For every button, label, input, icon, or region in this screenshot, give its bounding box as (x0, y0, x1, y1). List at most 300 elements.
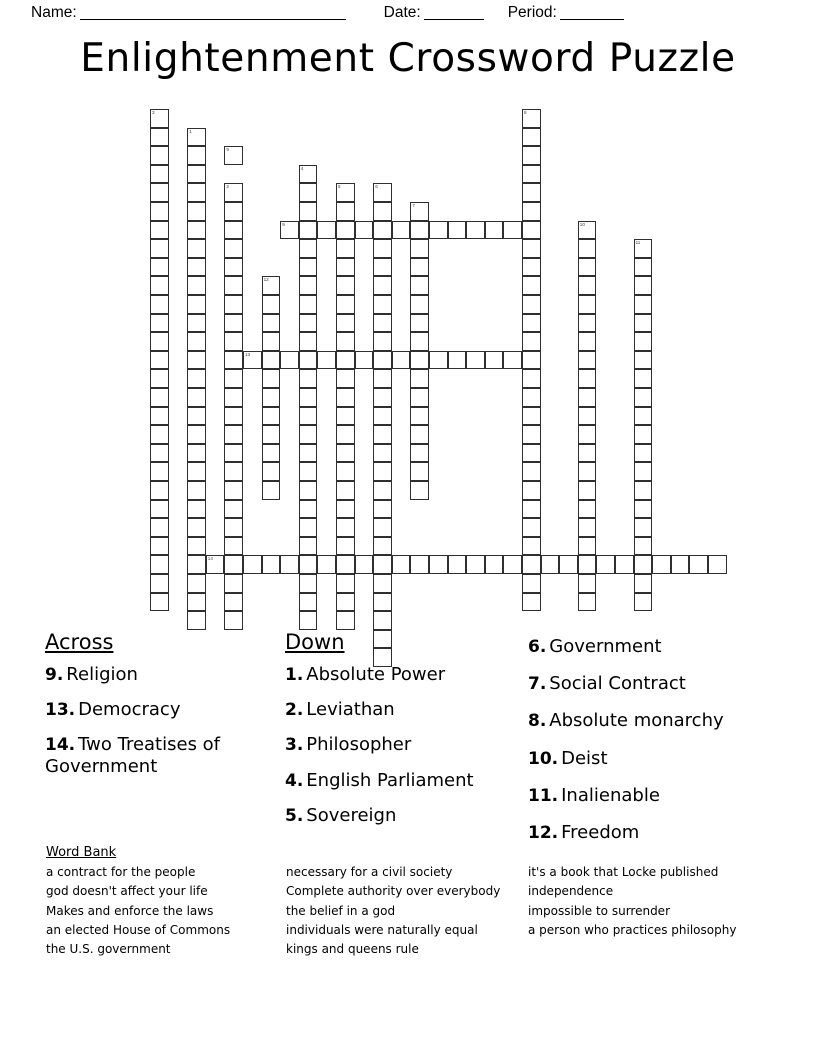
crossword-cell[interactable] (224, 518, 243, 537)
word-bank-entry: necessary for a civil society (286, 865, 453, 879)
word-bank-heading: Word Bank (46, 845, 117, 860)
crossword-cell[interactable] (634, 258, 653, 277)
crossword-cell[interactable] (224, 295, 243, 314)
crossword-cell[interactable] (410, 276, 429, 295)
crossword-cell[interactable] (224, 574, 243, 593)
crossword-cell[interactable] (262, 425, 281, 444)
crossword-cell[interactable] (522, 369, 541, 388)
crossword-cell[interactable] (410, 258, 429, 277)
word-bank-column-1 (46, 863, 286, 959)
crossword-cell[interactable] (634, 239, 653, 258)
crossword-cell[interactable] (299, 500, 318, 519)
crossword-cell[interactable] (150, 128, 169, 147)
crossword-cell[interactable] (224, 481, 243, 500)
crossword-cell[interactable] (299, 221, 318, 240)
crossword-cell[interactable] (522, 500, 541, 519)
crossword-cell[interactable] (410, 314, 429, 333)
crossword-cell[interactable] (187, 183, 206, 202)
crossword-cell[interactable] (522, 239, 541, 258)
crossword-cell[interactable] (410, 444, 429, 463)
cell-number: 7 (412, 203, 415, 208)
crossword-cell[interactable] (578, 555, 597, 574)
crossword-cell[interactable] (224, 462, 243, 481)
crossword-cell[interactable] (336, 295, 355, 314)
crossword-cell[interactable] (224, 146, 243, 165)
crossword-cell[interactable] (150, 537, 169, 556)
crossword-cell[interactable] (299, 276, 318, 295)
crossword-cell[interactable] (503, 351, 522, 370)
crossword-cell[interactable] (578, 332, 597, 351)
crossword-cell[interactable] (336, 537, 355, 556)
crossword-cell[interactable] (187, 369, 206, 388)
crossword-cell[interactable] (373, 183, 392, 202)
crossword-cell[interactable] (522, 537, 541, 556)
crossword-cell[interactable] (448, 221, 467, 240)
crossword-cell[interactable] (578, 481, 597, 500)
crossword-cell[interactable] (392, 555, 411, 574)
crossword-cell[interactable] (578, 314, 597, 333)
crossword-cell[interactable] (150, 295, 169, 314)
crossword-cell[interactable] (541, 555, 560, 574)
crossword-cell[interactable] (578, 388, 597, 407)
crossword-cell[interactable] (373, 276, 392, 295)
crossword-cell[interactable] (578, 537, 597, 556)
crossword-cell[interactable] (299, 369, 318, 388)
crossword-cell[interactable] (299, 407, 318, 426)
crossword-cell[interactable] (634, 295, 653, 314)
crossword-cell[interactable] (615, 555, 634, 574)
crossword-cell[interactable] (410, 239, 429, 258)
crossword-cell[interactable] (336, 369, 355, 388)
crossword-cell[interactable] (448, 351, 467, 370)
crossword-cell[interactable] (299, 351, 318, 370)
clue-item (285, 699, 520, 720)
crossword-cell[interactable] (392, 221, 411, 240)
crossword-cell[interactable] (336, 481, 355, 500)
crossword-cell[interactable] (262, 407, 281, 426)
crossword-cell[interactable] (187, 500, 206, 519)
crossword-cell[interactable] (336, 332, 355, 351)
crossword-cell[interactable] (262, 295, 281, 314)
crossword-cell[interactable] (410, 332, 429, 351)
crossword-cell[interactable] (336, 500, 355, 519)
crossword-cell[interactable] (689, 555, 708, 574)
crossword-cell[interactable] (373, 555, 392, 574)
crossword-cell[interactable] (150, 314, 169, 333)
crossword-cell[interactable] (578, 518, 597, 537)
crossword-cell[interactable] (299, 444, 318, 463)
crossword-cell[interactable] (187, 221, 206, 240)
crossword-cell[interactable] (262, 388, 281, 407)
crossword-cell[interactable] (243, 555, 262, 574)
crossword-cell[interactable] (373, 611, 392, 630)
crossword-cell[interactable] (224, 425, 243, 444)
crossword-cell[interactable] (262, 276, 281, 295)
crossword-cell[interactable] (373, 388, 392, 407)
crossword-cell[interactable] (522, 183, 541, 202)
crossword-cell[interactable] (634, 332, 653, 351)
crossword-cell[interactable] (652, 555, 671, 574)
crossword-cell[interactable] (559, 555, 578, 574)
crossword-cell[interactable] (634, 351, 653, 370)
crossword-cell[interactable] (373, 239, 392, 258)
crossword-cell[interactable] (336, 425, 355, 444)
crossword-cell[interactable] (280, 351, 299, 370)
crossword-cell[interactable] (429, 351, 448, 370)
clue-number: 10. (528, 748, 559, 769)
crossword-cell[interactable] (280, 555, 299, 574)
crossword-cell[interactable] (224, 332, 243, 351)
crossword-cell[interactable] (187, 258, 206, 277)
crossword-cell[interactable] (262, 555, 281, 574)
crossword-cell[interactable] (224, 351, 243, 370)
crossword-cell[interactable] (299, 388, 318, 407)
crossword-cell[interactable] (187, 351, 206, 370)
crossword-cell[interactable] (355, 351, 374, 370)
period-label: Period: (507, 4, 557, 21)
crossword-cell[interactable] (299, 183, 318, 202)
crossword-cell[interactable] (578, 258, 597, 277)
crossword-cell[interactable] (634, 574, 653, 593)
crossword-cell[interactable] (336, 518, 355, 537)
crossword-cell[interactable] (634, 481, 653, 500)
crossword-cell[interactable] (224, 555, 243, 574)
crossword-cell[interactable] (150, 276, 169, 295)
crossword-cell[interactable] (466, 351, 485, 370)
crossword-cell[interactable] (336, 202, 355, 221)
crossword-cell[interactable] (634, 537, 653, 556)
crossword-cell[interactable] (410, 295, 429, 314)
crossword-cell[interactable] (187, 332, 206, 351)
crossword-cell[interactable] (299, 462, 318, 481)
crossword-cell[interactable] (578, 462, 597, 481)
crossword-cell[interactable] (373, 593, 392, 612)
crossword-cell[interactable] (410, 555, 429, 574)
crossword-cell[interactable] (280, 221, 299, 240)
crossword-cell[interactable] (336, 444, 355, 463)
crossword-cell[interactable] (150, 574, 169, 593)
crossword-cell[interactable] (317, 221, 336, 240)
crossword-cell[interactable] (373, 462, 392, 481)
crossword-cell[interactable] (336, 611, 355, 630)
crossword-cell[interactable] (224, 611, 243, 630)
clue-number: 2. (285, 700, 304, 721)
crossword-cell[interactable] (578, 221, 597, 240)
crossword-cell[interactable] (522, 593, 541, 612)
crossword-cell[interactable] (187, 146, 206, 165)
crossword-cell[interactable] (522, 128, 541, 147)
crossword-cell[interactable] (299, 574, 318, 593)
crossword-cell[interactable] (150, 500, 169, 519)
crossword-cell[interactable] (578, 593, 597, 612)
crossword-cell[interactable] (187, 239, 206, 258)
crossword-cell[interactable] (410, 462, 429, 481)
crossword-cell[interactable] (522, 332, 541, 351)
crossword-cell[interactable] (262, 444, 281, 463)
crossword-cell[interactable] (224, 239, 243, 258)
crossword-cell[interactable] (336, 183, 355, 202)
crossword-cell[interactable] (410, 481, 429, 500)
crossword-cell[interactable] (262, 369, 281, 388)
crossword-cell[interactable] (150, 109, 169, 128)
crossword-cell[interactable] (373, 481, 392, 500)
crossword-cell[interactable] (336, 574, 355, 593)
crossword-cell[interactable] (336, 593, 355, 612)
crossword-cell[interactable] (522, 165, 541, 184)
crossword-cell[interactable] (373, 314, 392, 333)
crossword-cell[interactable] (317, 555, 336, 574)
crossword-cell[interactable] (485, 555, 504, 574)
crossword-cell[interactable] (187, 388, 206, 407)
crossword-cell[interactable] (224, 183, 243, 202)
crossword-cell[interactable] (224, 221, 243, 240)
crossword-cell[interactable] (336, 407, 355, 426)
crossword-cell[interactable] (708, 555, 727, 574)
crossword-cell[interactable] (336, 314, 355, 333)
crossword-cell[interactable] (466, 555, 485, 574)
crossword-cell[interactable] (187, 444, 206, 463)
crossword-cell[interactable] (578, 407, 597, 426)
crossword-cell[interactable] (336, 351, 355, 370)
crossword-cell[interactable] (262, 314, 281, 333)
crossword-cell[interactable] (634, 462, 653, 481)
crossword-cell[interactable] (187, 518, 206, 537)
crossword-cell[interactable] (522, 425, 541, 444)
crossword-cell[interactable] (299, 593, 318, 612)
crossword-cell[interactable] (522, 388, 541, 407)
crossword-cell[interactable] (243, 351, 262, 370)
crossword-cell[interactable] (224, 537, 243, 556)
crossword-cell[interactable] (150, 444, 169, 463)
crossword-cell[interactable] (206, 555, 225, 574)
crossword-cell[interactable] (262, 462, 281, 481)
crossword-cell[interactable] (522, 555, 541, 574)
crossword-cell[interactable] (150, 388, 169, 407)
crossword-cell[interactable] (224, 388, 243, 407)
crossword-cell[interactable] (299, 518, 318, 537)
crossword-cell[interactable] (522, 444, 541, 463)
crossword-cell[interactable] (224, 314, 243, 333)
crossword-cell[interactable] (522, 407, 541, 426)
crossword-cell[interactable] (187, 574, 206, 593)
crossword-cell[interactable] (634, 518, 653, 537)
crossword-cell[interactable] (299, 239, 318, 258)
crossword-cell[interactable] (224, 369, 243, 388)
crossword-cell[interactable] (336, 221, 355, 240)
crossword-cell[interactable] (373, 444, 392, 463)
crossword-cell[interactable] (150, 221, 169, 240)
crossword-cell[interactable] (336, 388, 355, 407)
crossword-cell[interactable] (578, 425, 597, 444)
crossword-cell[interactable] (150, 369, 169, 388)
crossword-cell[interactable] (373, 332, 392, 351)
crossword-cell[interactable] (150, 593, 169, 612)
crossword-cell[interactable] (522, 351, 541, 370)
crossword-cell[interactable] (299, 555, 318, 574)
crossword-cell[interactable] (187, 481, 206, 500)
crossword-cell[interactable] (634, 500, 653, 519)
crossword-cell[interactable] (466, 221, 485, 240)
crossword-cell[interactable] (634, 425, 653, 444)
crossword-cell[interactable] (336, 239, 355, 258)
crossword-cell[interactable] (299, 314, 318, 333)
crossword-cell[interactable] (150, 165, 169, 184)
crossword-cell[interactable] (150, 518, 169, 537)
crossword-cell[interactable] (522, 574, 541, 593)
crossword-cell[interactable] (187, 314, 206, 333)
crossword-cell[interactable] (187, 537, 206, 556)
crossword-cell[interactable] (429, 221, 448, 240)
crossword-cell[interactable] (373, 295, 392, 314)
crossword-cell[interactable] (522, 462, 541, 481)
crossword-cell[interactable] (522, 258, 541, 277)
crossword-cell[interactable] (410, 407, 429, 426)
crossword-cell[interactable] (503, 221, 522, 240)
crossword-cell[interactable] (150, 258, 169, 277)
crossword-cell[interactable] (373, 518, 392, 537)
crossword-cell[interactable] (224, 593, 243, 612)
crossword-cell[interactable] (187, 165, 206, 184)
crossword-cell[interactable] (336, 276, 355, 295)
crossword-cell[interactable] (522, 481, 541, 500)
crossword-cell[interactable] (299, 332, 318, 351)
crossword-cell[interactable] (262, 332, 281, 351)
crossword-cell[interactable] (634, 444, 653, 463)
crossword-cell[interactable] (224, 258, 243, 277)
crossword-cell[interactable] (578, 239, 597, 258)
crossword-cell[interactable] (299, 295, 318, 314)
crossword-cell[interactable] (634, 369, 653, 388)
crossword-cell[interactable] (355, 221, 374, 240)
crossword-cell[interactable] (187, 202, 206, 221)
crossword-cell[interactable] (634, 388, 653, 407)
crossword-cell[interactable] (317, 351, 336, 370)
crossword-cell[interactable] (578, 295, 597, 314)
crossword-cell[interactable] (410, 388, 429, 407)
crossword-cell[interactable] (522, 202, 541, 221)
crossword-cell[interactable] (336, 462, 355, 481)
crossword-cell[interactable] (503, 555, 522, 574)
crossword-cell[interactable] (187, 407, 206, 426)
crossword-cell[interactable] (299, 202, 318, 221)
crossword-cell[interactable] (392, 351, 411, 370)
crossword-cell[interactable] (522, 518, 541, 537)
crossword-cell[interactable] (299, 611, 318, 630)
crossword-cell[interactable] (522, 314, 541, 333)
crossword-cell[interactable] (596, 555, 615, 574)
crossword-cell[interactable] (429, 555, 448, 574)
crossword-cell[interactable] (336, 555, 355, 574)
crossword-cell[interactable] (150, 481, 169, 500)
crossword-cell[interactable] (634, 555, 653, 574)
crossword-cell[interactable] (299, 258, 318, 277)
crossword-cell[interactable] (373, 221, 392, 240)
crossword-cell[interactable] (448, 555, 467, 574)
crossword-cell[interactable] (150, 555, 169, 574)
crossword-cell[interactable] (522, 295, 541, 314)
crossword-cell[interactable] (373, 500, 392, 519)
crossword-cell[interactable] (150, 351, 169, 370)
crossword-cell[interactable] (578, 369, 597, 388)
crossword-cell[interactable] (150, 407, 169, 426)
crossword-cell[interactable] (187, 611, 206, 630)
crossword-cell[interactable] (187, 555, 206, 574)
crossword-cell[interactable] (299, 425, 318, 444)
crossword-cell[interactable] (187, 425, 206, 444)
crossword-cell[interactable] (578, 276, 597, 295)
crossword-cell[interactable] (150, 202, 169, 221)
crossword-cell[interactable] (187, 128, 206, 147)
crossword-cell[interactable] (410, 351, 429, 370)
crossword-cell[interactable] (187, 462, 206, 481)
crossword-cell[interactable] (336, 258, 355, 277)
crossword-cell[interactable] (299, 165, 318, 184)
crossword-cell[interactable] (355, 555, 374, 574)
crossword-cell[interactable] (485, 221, 504, 240)
crossword-cell[interactable] (224, 407, 243, 426)
crossword-cell[interactable] (410, 369, 429, 388)
crossword-cell[interactable] (373, 537, 392, 556)
crossword-cell[interactable] (522, 221, 541, 240)
crossword-cell[interactable] (299, 481, 318, 500)
crossword-cell[interactable] (224, 276, 243, 295)
crossword-cell[interactable] (373, 425, 392, 444)
crossword-cell[interactable] (373, 258, 392, 277)
crossword-cell[interactable] (522, 109, 541, 128)
crossword-cell[interactable] (410, 202, 429, 221)
crossword-cell[interactable] (187, 276, 206, 295)
crossword-cell[interactable] (578, 500, 597, 519)
crossword-cell[interactable] (373, 574, 392, 593)
crossword-cell[interactable] (522, 146, 541, 165)
crossword-cell[interactable] (224, 444, 243, 463)
date-label: Date: (383, 4, 421, 21)
crossword-cell[interactable] (150, 462, 169, 481)
crossword-cell[interactable] (578, 444, 597, 463)
crossword-cell[interactable] (187, 593, 206, 612)
crossword-cell[interactable] (187, 295, 206, 314)
crossword-cell[interactable] (373, 407, 392, 426)
crossword-cell[interactable] (578, 351, 597, 370)
crossword-cell[interactable] (634, 314, 653, 333)
crossword-cell[interactable] (150, 146, 169, 165)
crossword-cell[interactable] (262, 351, 281, 370)
down-clue-column-continued (528, 630, 788, 859)
crossword-cell[interactable] (410, 221, 429, 240)
crossword-cell[interactable] (578, 574, 597, 593)
crossword-cell[interactable] (150, 183, 169, 202)
crossword-cell[interactable] (150, 239, 169, 258)
crossword-cell[interactable] (410, 425, 429, 444)
crossword-cell[interactable] (373, 369, 392, 388)
crossword-cell[interactable] (522, 276, 541, 295)
crossword-cell[interactable] (150, 425, 169, 444)
crossword-cell[interactable] (634, 276, 653, 295)
crossword-cell[interactable] (224, 202, 243, 221)
crossword-cell[interactable] (224, 500, 243, 519)
crossword-cell[interactable] (373, 351, 392, 370)
crossword-cell[interactable] (634, 593, 653, 612)
crossword-cell[interactable] (373, 202, 392, 221)
crossword-cell[interactable] (299, 537, 318, 556)
clue-number: 11. (528, 785, 559, 806)
crossword-cell[interactable] (634, 407, 653, 426)
crossword-cell[interactable] (150, 332, 169, 351)
clue-number: 13. (45, 700, 76, 721)
crossword-cell[interactable] (671, 555, 690, 574)
crossword-cell[interactable] (262, 481, 281, 500)
crossword-cell[interactable] (485, 351, 504, 370)
